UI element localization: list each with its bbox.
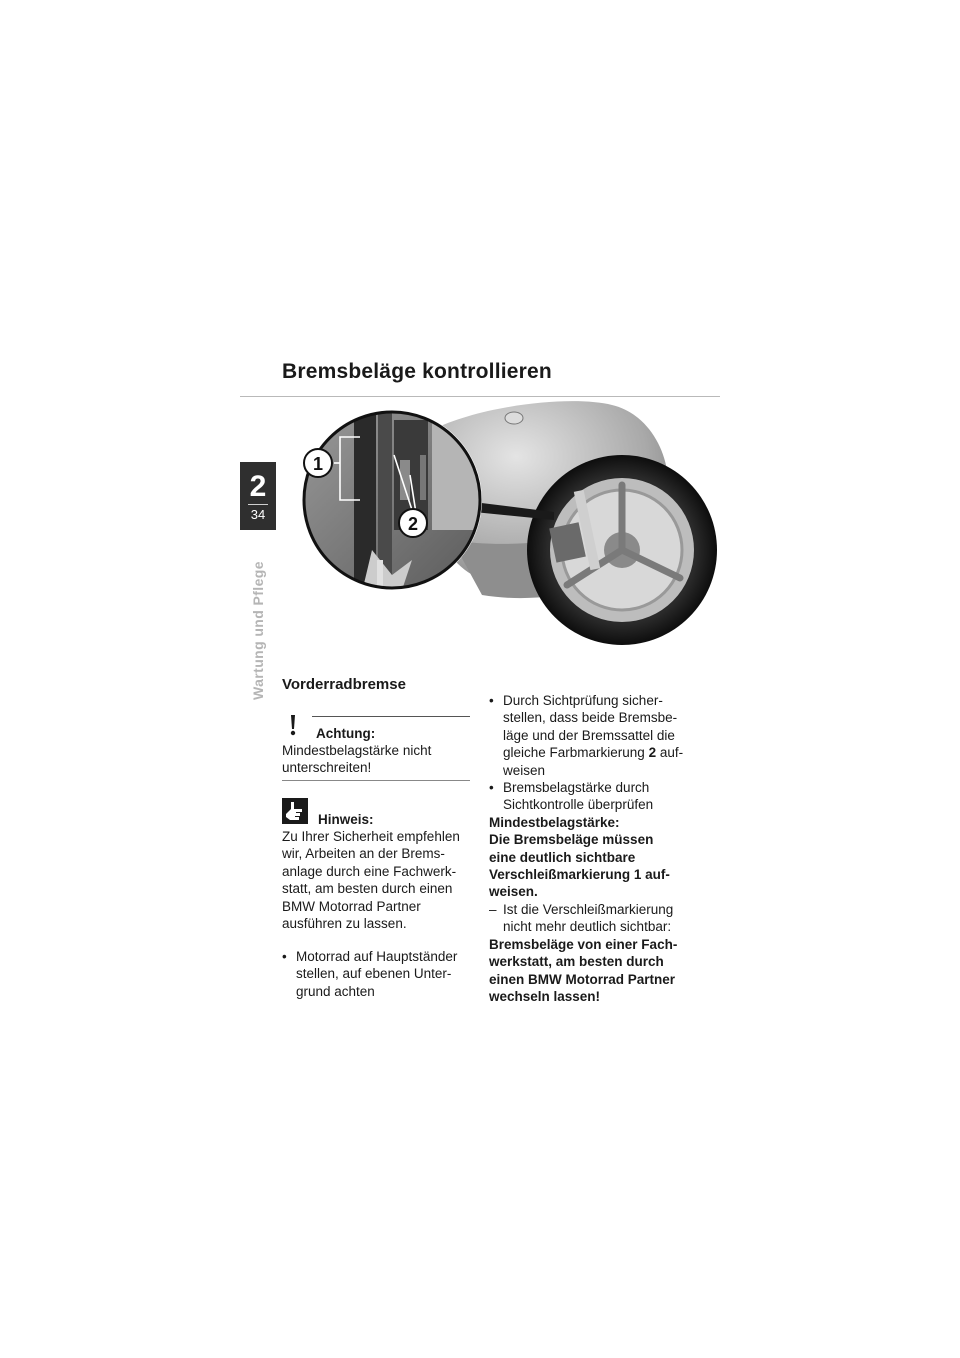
bullet-line: Motorrad auf Hauptständer (296, 949, 458, 964)
chapter-divider (248, 504, 268, 505)
bullet-line: läge und der Bremssattel die (503, 727, 675, 743)
section-title: Vorderradbremse (282, 676, 406, 693)
hint-hand-icon (282, 798, 308, 824)
bullet-line: grund achten (296, 983, 375, 999)
bullet-line: stellen, auf ebenen Unter- (296, 966, 452, 982)
callout-2: 2 (407, 514, 419, 534)
hint-line-4: statt, am besten durch einen (282, 881, 453, 897)
chapter-side-label: Wartung und Pflege (250, 561, 266, 700)
reference-number: 2 (648, 745, 657, 761)
warning-line-2: unterschreiten! (282, 760, 372, 776)
hint-line-5: BMW Motorrad Partner (282, 898, 421, 914)
bullet-marker: • (282, 949, 287, 964)
brake-photo (282, 400, 720, 665)
hint-heading: Hinweis: (318, 812, 374, 827)
min-thickness-heading: Mindestbelagstärke: (489, 814, 620, 830)
bullet-marker: • (489, 693, 494, 708)
title-divider (240, 396, 720, 397)
list-item (282, 948, 486, 1000)
right-column (489, 692, 704, 1005)
page-number: 34 (250, 507, 266, 522)
dash-line: nicht mehr deutlich sichtbar: (503, 919, 672, 935)
text-span: gleiche Farbmarkierung (503, 745, 649, 761)
bullet-line: weisen (503, 762, 546, 778)
hint-line-3: anlage durch eine Fachwerk- (282, 863, 457, 879)
bold-line: Verschleißmarkierung 1 auf- (489, 867, 670, 883)
bullet-line: stellen, dass beide Bremsbe- (503, 710, 678, 726)
bullet-line: Durch Sichtprüfung sicher- (503, 693, 663, 708)
final-bold-line: einen BMW Motorrad Partner (489, 971, 676, 987)
warning-icon (282, 714, 304, 736)
bold-line: weisen. (489, 884, 538, 900)
callout-1: 1 (312, 454, 324, 474)
bold-line: Die Bremsbeläge müssen (489, 832, 654, 848)
bullet-line (503, 744, 704, 761)
warning-heading: Achtung: (316, 726, 376, 741)
bullet-marker: • (489, 780, 494, 796)
dash-line: Ist die Verschleißmarkierung (503, 901, 674, 917)
list-item (489, 692, 704, 779)
warning-line-1: Mindestbelagstärke nicht (282, 743, 432, 758)
list-item (489, 901, 704, 936)
hint-line-6: ausführen zu lassen. (282, 916, 407, 932)
bullet-line: Bremsbelagstärke durch (503, 780, 650, 796)
chapter-number: 2 (249, 470, 267, 503)
final-bold-line: Bremsbeläge von einer Fach- (489, 936, 678, 952)
hint-note (282, 798, 470, 932)
page-title: Bremsbeläge kontrollieren (282, 360, 552, 383)
final-bold-line: wechseln lassen! (489, 988, 601, 1004)
final-bold-line: werkstatt, am besten durch (489, 954, 664, 970)
warning-note (282, 712, 470, 781)
hint-line-1: Zu Ihrer Sicherheit empfehlen (282, 829, 460, 844)
dash-marker: – (489, 901, 497, 917)
hint-line-2: wir, Arbeiten an der Brems- (282, 846, 445, 862)
list-item (489, 779, 704, 814)
bullet-line: Sichtkontrolle überprüfen (503, 797, 654, 813)
text-span: auf- (656, 745, 684, 761)
bold-line: eine deutlich sichtbare (489, 849, 636, 865)
